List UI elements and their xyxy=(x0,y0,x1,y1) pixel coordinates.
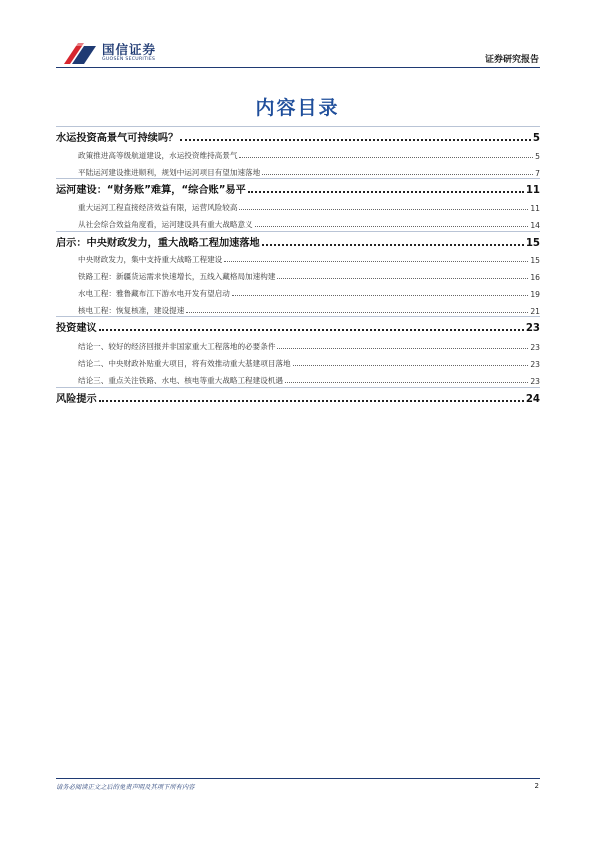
toc-subsection-entry[interactable] xyxy=(56,162,540,178)
toc-dot-leader xyxy=(255,226,529,227)
footer-disclaimer: 请务必阅读正文之后的免责声明及其项下所有内容 xyxy=(56,784,195,791)
toc-entry-page-number: 7 xyxy=(535,169,540,178)
toc-dot-leader xyxy=(186,312,528,313)
toc-entry-title: 投资建议 xyxy=(56,323,97,334)
toc-section-separator xyxy=(56,178,540,179)
toc-dot-leader xyxy=(285,382,528,383)
company-logo xyxy=(62,40,172,68)
logo-chinese-name: 国信证券 xyxy=(102,42,157,57)
page-header xyxy=(0,0,595,72)
toc-subsection-entry[interactable] xyxy=(56,249,540,265)
toc-entry-page-number: 19 xyxy=(530,290,540,299)
toc-entry-page-number: 23 xyxy=(530,360,540,369)
toc-entry-title: 结论三、重点关注铁路、水电、核电等重大战略工程建设机遇 xyxy=(78,376,284,385)
toc-dot-leader xyxy=(262,244,524,246)
toc-subsection-entry[interactable] xyxy=(56,266,540,282)
toc-section-entry[interactable] xyxy=(56,318,540,334)
toc-dot-leader xyxy=(293,365,529,366)
toc-entry-title: 平陆运河建设推进顺利，规划中运河项目有望加速落地 xyxy=(78,168,261,177)
toc-entry-title: 政策推进高等级航道建设，水运投资维持高景气 xyxy=(78,151,238,160)
toc-dot-leader xyxy=(262,174,533,175)
toc-subsection-entry[interactable] xyxy=(56,197,540,213)
toc-entry-page-number: 16 xyxy=(530,273,540,282)
toc-entry-title: 风险提示 xyxy=(56,394,97,405)
toc-entry-page-number: 24 xyxy=(525,394,540,405)
logo-mark-icon xyxy=(62,40,98,66)
toc-entry-page-number: 14 xyxy=(530,221,540,230)
toc-entry-title: 铁路工程：新疆货运需求快速增长，五线入藏格局加速构建 xyxy=(78,272,276,281)
toc-entry-title: 核电工程：恢复核准，建设提速 xyxy=(78,306,185,315)
toc-entry-page-number: 23 xyxy=(530,343,540,352)
toc-entry-title: 启示：中央财政发力，重大战略工程加速落地 xyxy=(56,238,260,249)
toc-section-entry[interactable] xyxy=(56,233,540,249)
toc-entry-page-number: 15 xyxy=(525,238,540,249)
toc-section-separator xyxy=(56,387,540,388)
toc-section-entry[interactable] xyxy=(56,180,540,196)
toc-entry-page-number: 5 xyxy=(532,133,540,144)
toc-subsection-entry[interactable] xyxy=(56,283,540,299)
toc-entry-title: 水电工程：雅鲁藏布江下游水电开发有望启动 xyxy=(78,289,230,298)
toc-subsection-entry[interactable] xyxy=(56,370,540,386)
toc-dot-leader xyxy=(239,209,528,210)
toc-subsection-entry[interactable] xyxy=(56,300,540,316)
toc-entry-title: 中央财政发力，集中支持重大战略工程建设 xyxy=(78,255,223,264)
toc-dot-leader xyxy=(277,278,528,279)
toc-entry-title: 结论二、中央财政补贴重大项目，将有效推动重大基建项目落地 xyxy=(78,359,291,368)
toc-entry-page-number: 23 xyxy=(525,323,540,334)
toc-subsection-entry[interactable] xyxy=(56,353,540,369)
toc-dot-leader xyxy=(277,348,528,349)
toc-subsection-entry[interactable] xyxy=(56,145,540,161)
toc-section-entry[interactable] xyxy=(56,128,540,144)
toc-entry-title: 结论一、较好的经济回报并非国家重大工程落地的必要条件 xyxy=(78,342,276,351)
toc-dot-leader xyxy=(180,139,531,141)
toc-entry-title: 水运投资高景气可持续吗？ xyxy=(56,133,179,144)
report-type-label: 证券研究报告 xyxy=(484,55,539,65)
toc-section-entry[interactable] xyxy=(56,389,540,405)
toc-subsection-entry[interactable] xyxy=(56,336,540,352)
toc-section-separator xyxy=(56,316,540,317)
toc-entry-title: 重大运河工程直接经济效益有限，运营风险较高 xyxy=(78,203,238,212)
footer-divider xyxy=(56,778,540,779)
toc-entry-title: 从社会综合效益角度看，运河建设具有重大战略意义 xyxy=(78,220,253,229)
toc-entry-page-number: 15 xyxy=(530,256,540,265)
footer-page-number: 2 xyxy=(534,782,539,790)
header-divider xyxy=(56,67,540,68)
toc-dot-leader xyxy=(224,261,528,262)
logo-english-name: GUOSEN SECURITIES xyxy=(102,57,156,62)
toc-entry-page-number: 11 xyxy=(525,185,540,196)
toc-entry-title: 运河建设：“财务账”难算，“综合账”易平 xyxy=(56,185,246,196)
toc-dot-leader xyxy=(248,191,524,193)
toc-entry-page-number: 11 xyxy=(530,204,540,213)
toc-entry-page-number: 5 xyxy=(535,152,540,161)
toc-top-separator xyxy=(56,126,540,127)
toc-dot-leader xyxy=(99,329,524,331)
page-title: 内容目录 xyxy=(255,97,340,119)
toc-entry-page-number: 21 xyxy=(530,307,540,316)
toc-subsection-entry[interactable] xyxy=(56,214,540,230)
toc-dot-leader xyxy=(232,295,528,296)
toc-entry-page-number: 23 xyxy=(530,377,540,386)
toc-dot-leader xyxy=(239,157,533,158)
toc-section-separator xyxy=(56,231,540,232)
toc-dot-leader xyxy=(99,400,524,402)
